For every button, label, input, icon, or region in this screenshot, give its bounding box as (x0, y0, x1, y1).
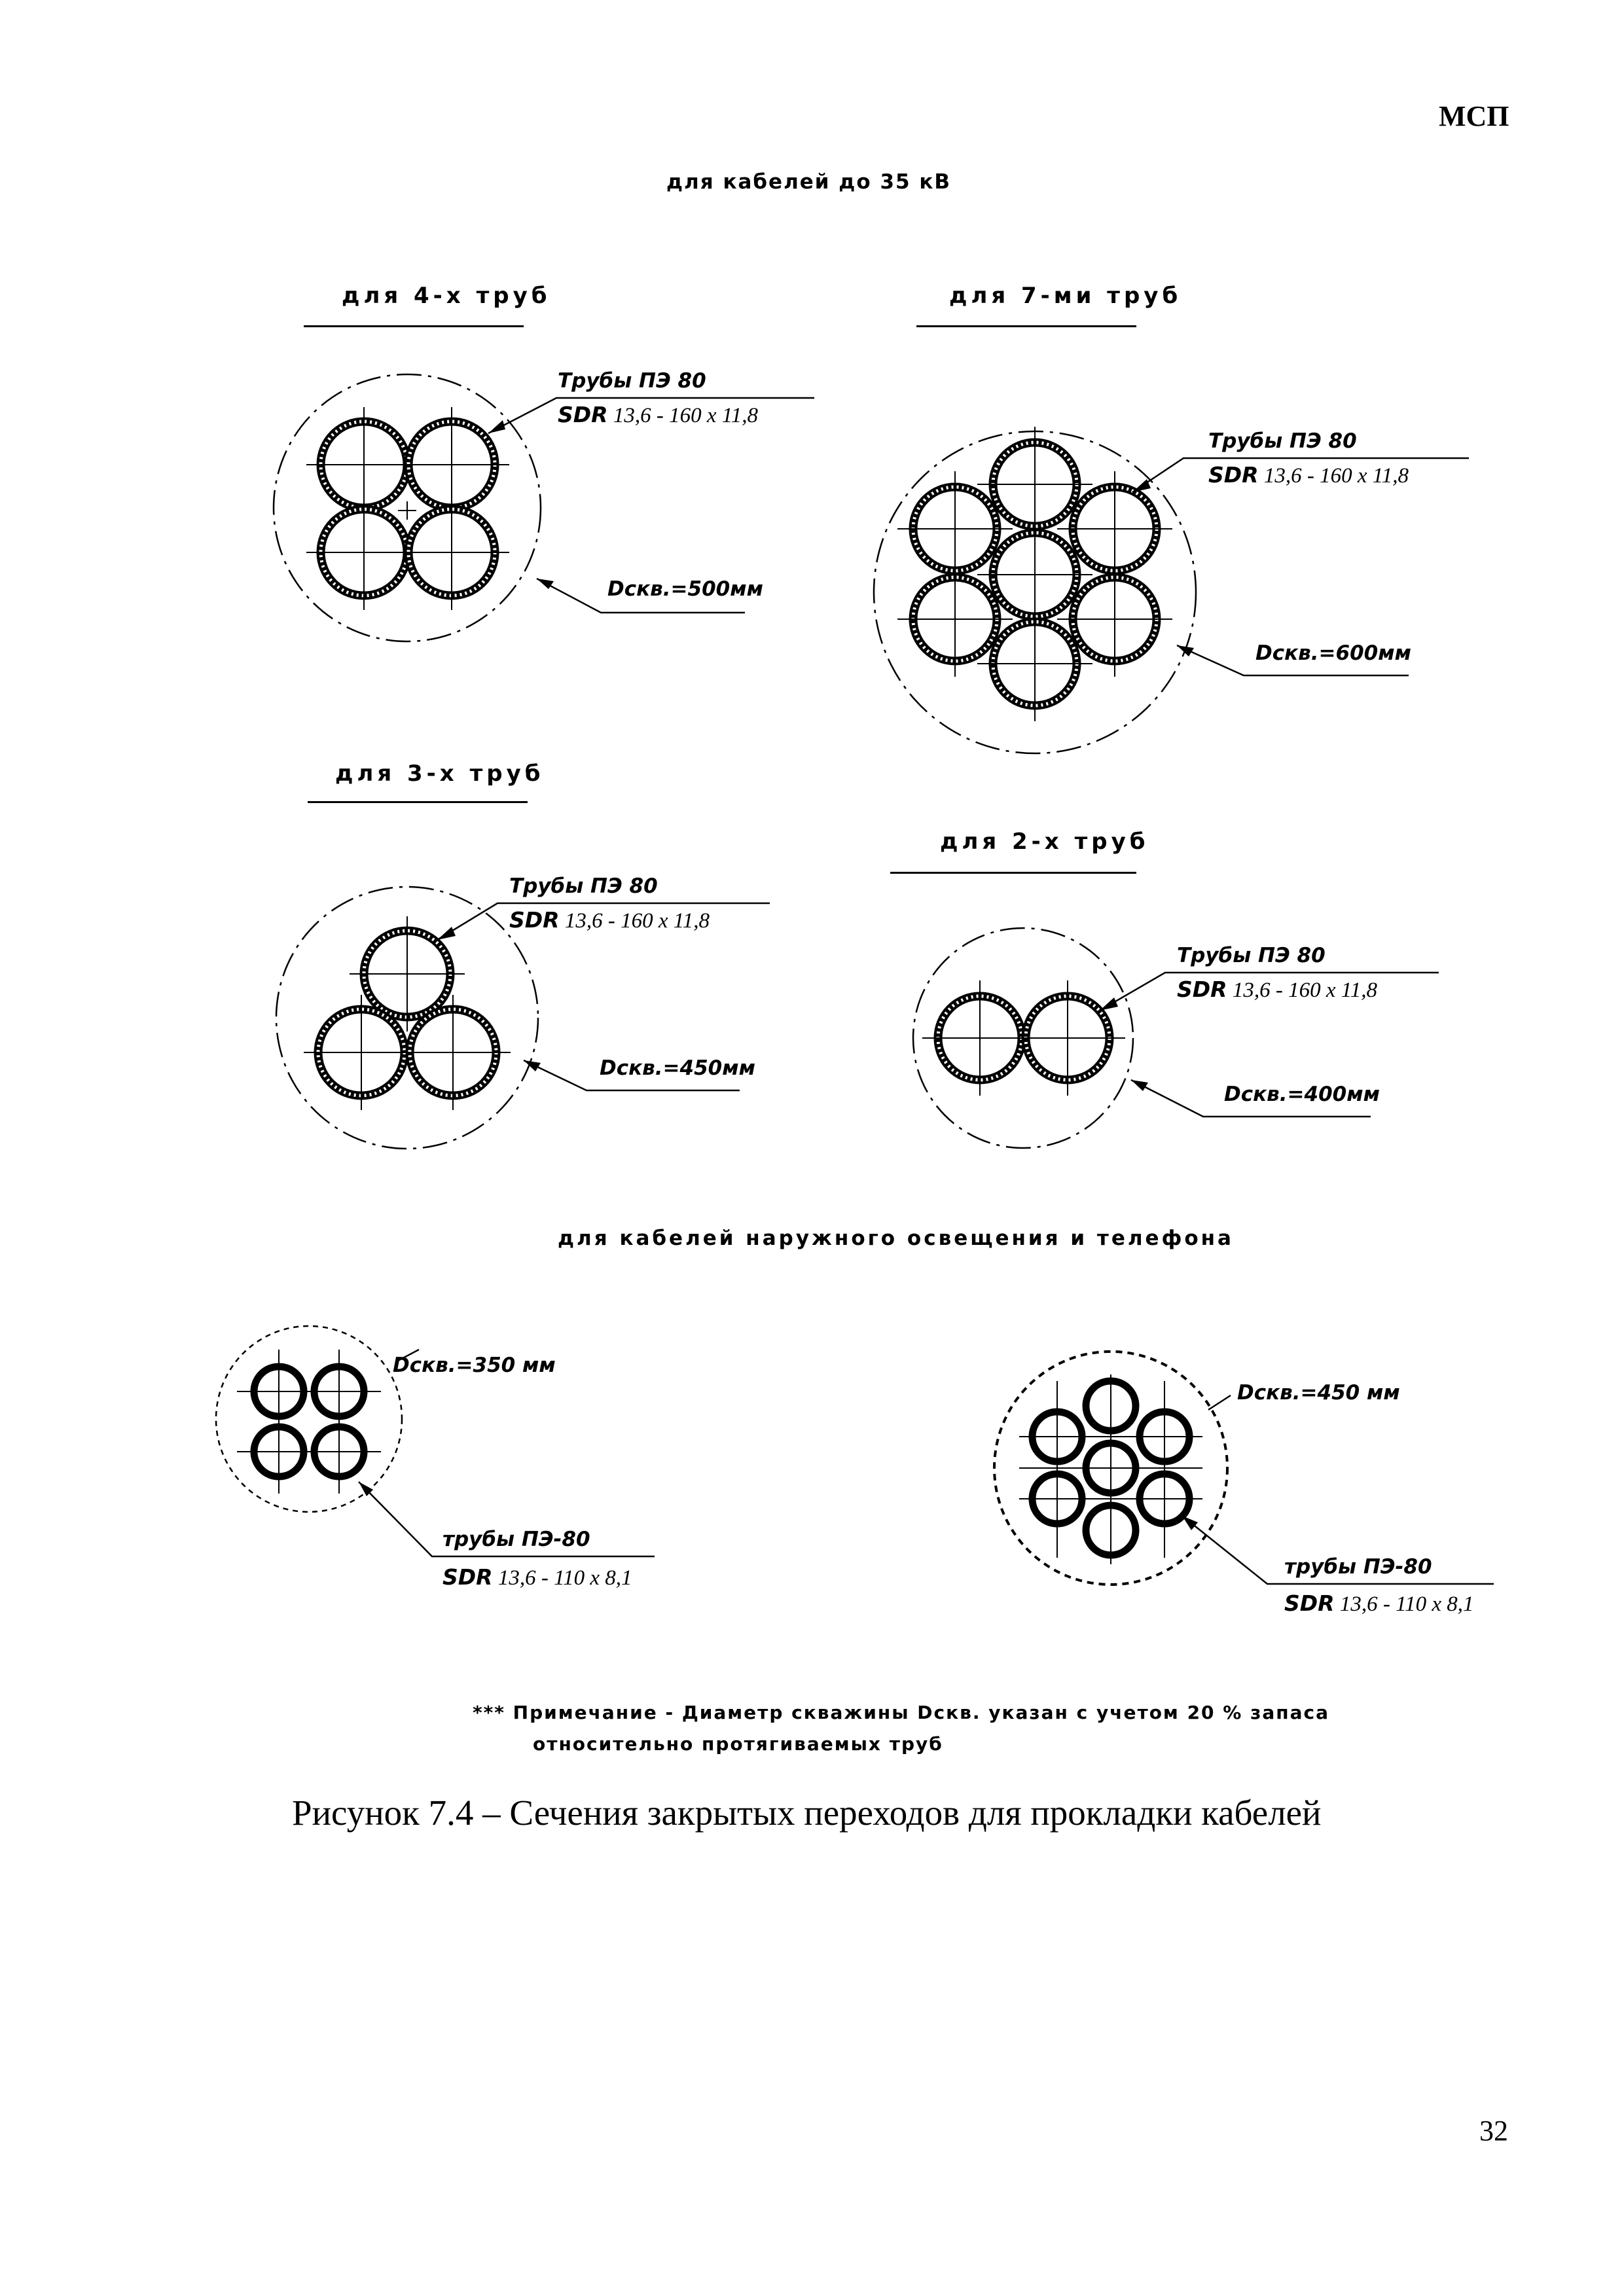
borehole-outline (216, 1326, 402, 1512)
section-2-pipes (913, 928, 1439, 1148)
borehole-diameter-label: Dскв.=450 мм (1237, 1381, 1400, 1405)
pipe-type-label: Трубы ПЭ 80 (1177, 944, 1326, 967)
borehole-diameter-label: Dскв.=400мм (1224, 1083, 1380, 1106)
section-title-lv: для кабелей наружного освещения и телефона (558, 1227, 1234, 1250)
title-underline (304, 325, 524, 327)
group-title-7-pipes: для 7-ми труб (949, 283, 1182, 309)
note-line-2: относительно протягиваемых труб (533, 1733, 943, 1755)
pipe-spec-label: SDR 13,6 - 160 х 11,8 (1177, 977, 1378, 1002)
pipe-type-label: Трубы ПЭ 80 (1208, 429, 1357, 453)
pipe (1010, 980, 1125, 1096)
figure-caption: Рисунок 7.4 – Сечения закрытых переходов для прокладки кабелей (292, 1793, 1322, 1833)
pipe-type-label: трубы ПЭ-80 (1284, 1555, 1432, 1579)
pipe-spec-label: SDR 13,6 - 160 х 11,8 (558, 402, 759, 427)
borehole-diameter-label: Dскв.=450мм (600, 1056, 755, 1080)
pipe-spec-label: SDR 13,6 - 160 х 11,8 (509, 907, 710, 933)
borehole-diameter-label: Dскв.=500мм (607, 577, 763, 601)
pipe (395, 995, 511, 1110)
leader-line (1208, 1395, 1231, 1410)
borehole-diameter-label: Dскв.=600мм (1255, 641, 1411, 665)
pipe-spec-label: SDR 13,6 - 110 х 8,1 (442, 1564, 632, 1590)
pipe-type-label: Трубы ПЭ 80 (558, 369, 706, 393)
group-title-4-pipes: для 4-х труб (342, 283, 551, 309)
note-line-1: *** Примечание - Диаметр скважины Dскв. указан с учетом 20 % запаса (473, 1702, 1329, 1723)
pipe-spec-label: SDR 13,6 - 110 х 8,1 (1284, 1590, 1474, 1616)
section-title-hv: для кабелей до 35 кВ (666, 170, 952, 194)
title-underline (890, 872, 1136, 874)
page-number: 32 (1479, 2115, 1508, 2147)
title-underline (308, 801, 528, 803)
pipe (394, 495, 509, 610)
pipe-type-label: Трубы ПЭ 80 (509, 874, 658, 898)
document-code: МСП (1439, 100, 1509, 132)
group-title-3-pipes: для 3-х труб (335, 761, 545, 787)
group-title-2-pipes: для 2-х труб (940, 829, 1149, 855)
borehole-diameter-label: Dскв.=350 мм (393, 1354, 556, 1377)
pipe-spec-label: SDR 13,6 - 160 х 11,8 (1208, 462, 1409, 488)
title-underline (916, 325, 1136, 327)
pipe-type-label: трубы ПЭ-80 (442, 1528, 590, 1551)
